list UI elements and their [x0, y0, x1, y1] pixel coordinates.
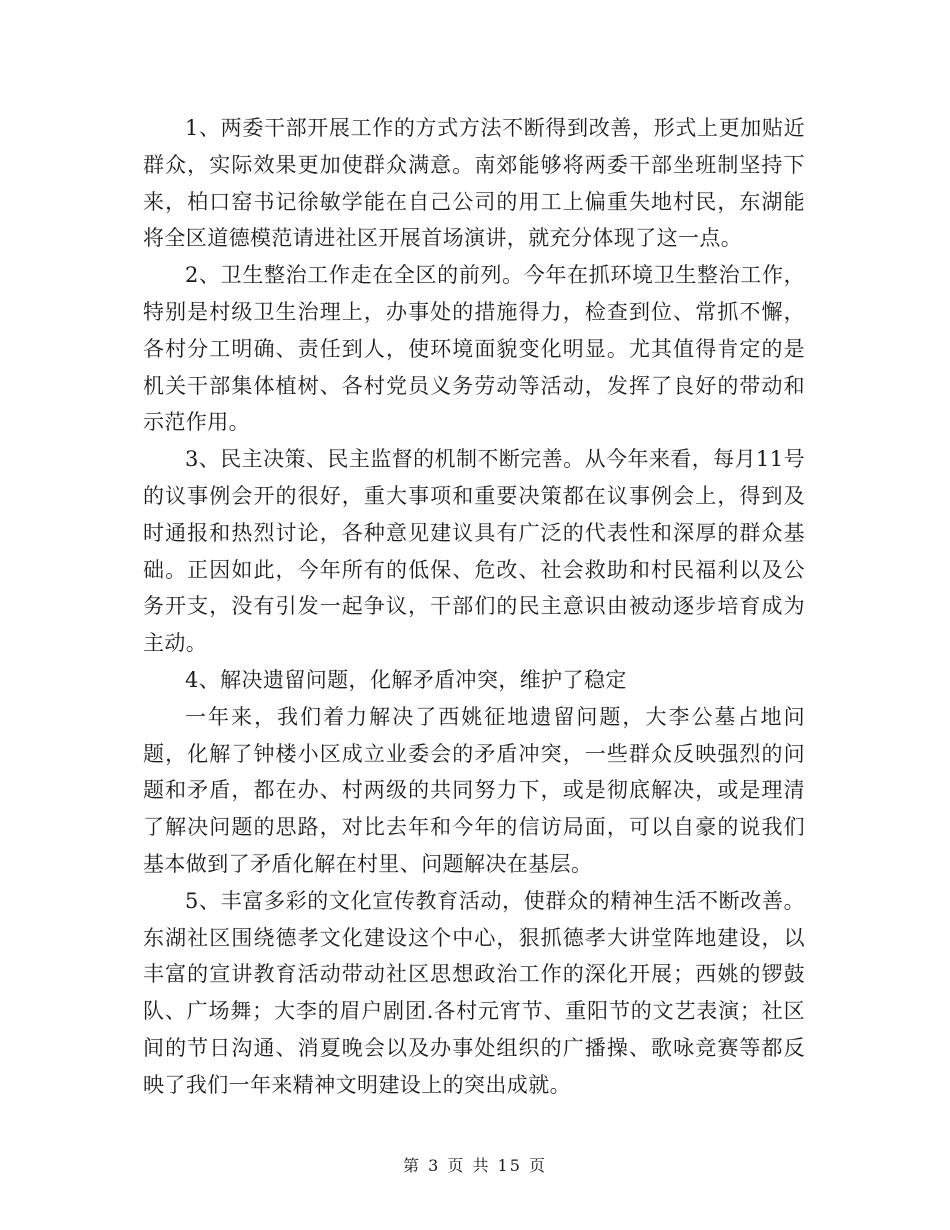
paragraph-2: 2、卫生整治工作走在全区的前列。今年在抓环境卫生整治工作，特别是村级卫生治理上，办事处的措施得力，检查到位、常抓不懈，各村分工明确、责任到人，使环境面貌变化明显。尤其值得肯定的是机关干部集体植树、各村党员义务劳动等活动，发挥了良好的带动和示范作用。: [143, 263, 805, 435]
paragraph-5: 5、丰富多彩的文化宣传教育活动，使群众的精神生活不断改善。东湖社区围绕德孝文化建设这个中心，狠抓德孝大讲堂阵地建设，以丰富的宣讲教育活动带动社区思想政治工作的深化开展；西姚的锣鼓队、广场舞；大李的眉户剧团.各村元宵节、重阳节的文艺表演；社区间的节日沟通、消夏晚会以及办事处组织的广播操、歌咏竞赛等都反映了我们一年来精神文明建设上的突出成就。: [143, 888, 805, 1097]
page-number-footer: 第 3 页 共 15 页: [403, 1156, 547, 1175]
paragraph-4-body: 一年来，我们着力解决了西姚征地遗留问题，大李公墓占地问题，化解了钟楼小区成立业委会的矛盾冲突，一些群众反映强烈的问题和矛盾，都在办、村两级的共同努力下，或是彻底解决，或是理清了解决问题的思路，对比去年和今年的信访局面，可以自豪的说我们基本做到了矛盾化解在村里、问题解决在基层。: [143, 704, 805, 876]
document-body: [143, 110, 805, 1104]
paragraph-4-heading: 4、解决遗留问题，化解矛盾冲突，维护了稳定: [185, 667, 627, 692]
paragraph-1: 1、两委干部开展工作的方式方法不断得到改善，形式上更加贴近群众，实际效果更加使群众满意。南郊能够将两委干部坐班制坚持下来，柏口窑书记徐敏学能在自己公司的用工上偏重失地村民，东湖能将全区道德模范请进社区开展首场演讲，就充分体现了这一点。: [143, 116, 805, 251]
paragraph-3: 3、民主决策、民主监督的机制不断完善。从今年来看，每月11号的议事例会开的很好，重大事项和重要决策都在议事例会上，得到及时通报和热烈讨论，各种意见建议具有广泛的代表性和深厚的群众基础。正因如此，今年所有的低保、危改、社会救助和村民福利以及公务开支，没有引发一起争议，干部们的民主意识由被动逐步培育成为主动。: [143, 447, 805, 656]
